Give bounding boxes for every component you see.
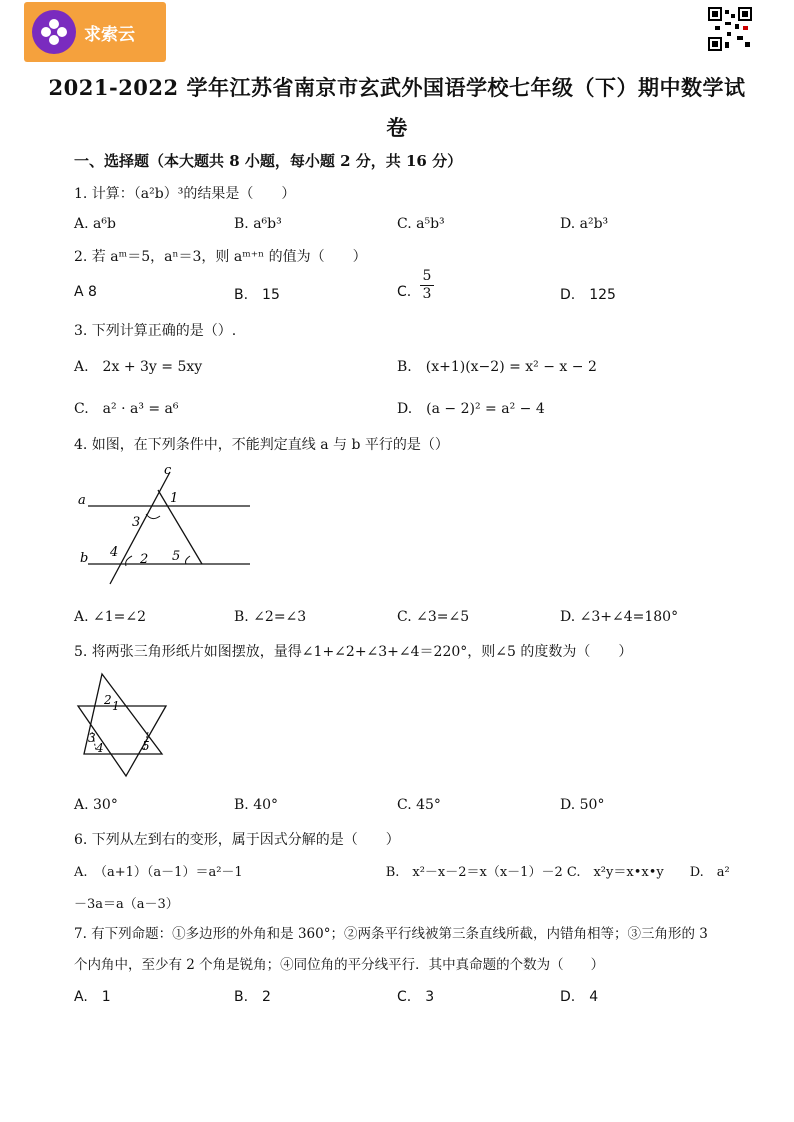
question-7-stem-line-2: 个内角中，至少有 2 个角是锐角；④同位角的平分线平行．其中真命题的个数为（ ）: [74, 957, 605, 973]
page-title: 2021-2022 学年江苏省南京市玄武外国语学校七年级（下）期中数学试: [48, 75, 746, 100]
q7-option-a: A. 1: [74, 989, 111, 1005]
q6-options-line-1: A. （a+1）（a－1）＝a²－1 B. x²－x－2＝x（x－1）－2 C. x²y＝x•x•y D. a²: [74, 865, 730, 880]
q7-option-b: B. 2: [234, 989, 271, 1005]
q5-option-a: A. 30°: [74, 797, 118, 813]
q1-option-d: D. a²b³: [560, 216, 609, 232]
qr-code-icon: [707, 4, 753, 52]
label-angle-5: 5: [172, 549, 181, 564]
page-title-continued: 卷: [386, 115, 408, 140]
q7-option-c: C. 3: [397, 989, 435, 1005]
angle-5-arc: [186, 556, 191, 564]
label-angle-2: 2: [104, 693, 112, 707]
label-angle-1: 1: [170, 491, 179, 506]
q3-option-a: A. 2x + 3y = 5xy: [74, 359, 203, 375]
label-angle-5: 5: [142, 739, 150, 753]
q2-option-a: A 8: [74, 284, 97, 300]
q5-option-c: C. 45°: [397, 797, 441, 813]
q6-options-line-2: －3a＝a（a－3）: [74, 897, 179, 912]
parallel-lines-figure: [74, 460, 254, 585]
q5-option-b: B. 40°: [234, 797, 279, 813]
flower-icon: [32, 10, 76, 54]
label-a: a: [78, 493, 86, 508]
label-angle-4: 4: [96, 741, 104, 755]
q3-option-b: B. (x+1)(x−2) = x² − x − 2: [397, 359, 597, 375]
question-1-stem: 1. 计算：（a²b）³的结果是（ ）: [74, 186, 296, 202]
q4-option-a: A. ∠1=∠2: [74, 609, 147, 625]
q1-option-b: B. a⁶b³: [234, 216, 282, 232]
label-c: c: [164, 463, 172, 478]
q2-option-b: B. 15: [234, 287, 280, 303]
question-2-stem: 2. 若 aᵐ＝5，aⁿ＝3，则 aᵐ⁺ⁿ 的值为（ ）: [74, 249, 367, 265]
q3-option-d: D. (a − 2)² = a² − 4: [397, 401, 545, 417]
angle-3-arc: [146, 514, 160, 519]
fraction-denominator: 3: [420, 285, 434, 302]
label-b: b: [80, 551, 89, 566]
q4-option-d: D. ∠3+∠4=180°: [560, 609, 679, 625]
q2-option-d: D. 125: [560, 287, 616, 303]
brand-logo: [24, 2, 166, 62]
q7-option-d: D. 4: [560, 989, 599, 1005]
q3-option-c: C. a² · a³ = a⁶: [74, 401, 179, 417]
triangles-figure: [74, 670, 174, 780]
label-angle-3: 3: [132, 515, 141, 530]
question-7-stem-line-1: 7. 有下列命题：①多边形的外角和是 360°；②两条平行线被第三条直线所截，内错角相等；③三角形的 3: [74, 926, 708, 942]
q2-option-c-label: C.: [397, 284, 412, 300]
section-heading: 一、选择题（本大题共 8 小题，每小题 2 分，共 16 分）: [74, 152, 463, 170]
q5-option-d: D. 50°: [560, 797, 605, 813]
q2-option-c-fraction: [420, 268, 434, 302]
label-angle-4: 4: [110, 545, 119, 560]
q1-option-a: A. a⁶b: [74, 216, 116, 232]
q4-option-c: C. ∠3=∠5: [397, 609, 470, 625]
question-5-stem: 5. 将两张三角形纸片如图摆放，量得∠1+∠2+∠3+∠4＝220°，则∠5 的度数为（ ）: [74, 644, 633, 660]
label-angle-1: 1: [112, 699, 120, 713]
logo-text: 求索云: [84, 25, 135, 45]
label-angle-3: 3: [88, 731, 96, 745]
question-3-stem: 3. 下列计算正确的是（）.: [74, 323, 237, 339]
q1-option-c: C. a⁵b³: [397, 216, 445, 232]
question-6-stem: 6. 下列从左到右的变形，属于因式分解的是（ ）: [74, 832, 400, 848]
label-angle-2: 2: [140, 552, 149, 567]
q4-option-b: B. ∠2=∠3: [234, 609, 307, 625]
fraction-numerator: 5: [422, 268, 432, 284]
question-4-stem: 4. 如图，在下列条件中，不能判定直线 a 与 b 平行的是（）: [74, 437, 449, 453]
